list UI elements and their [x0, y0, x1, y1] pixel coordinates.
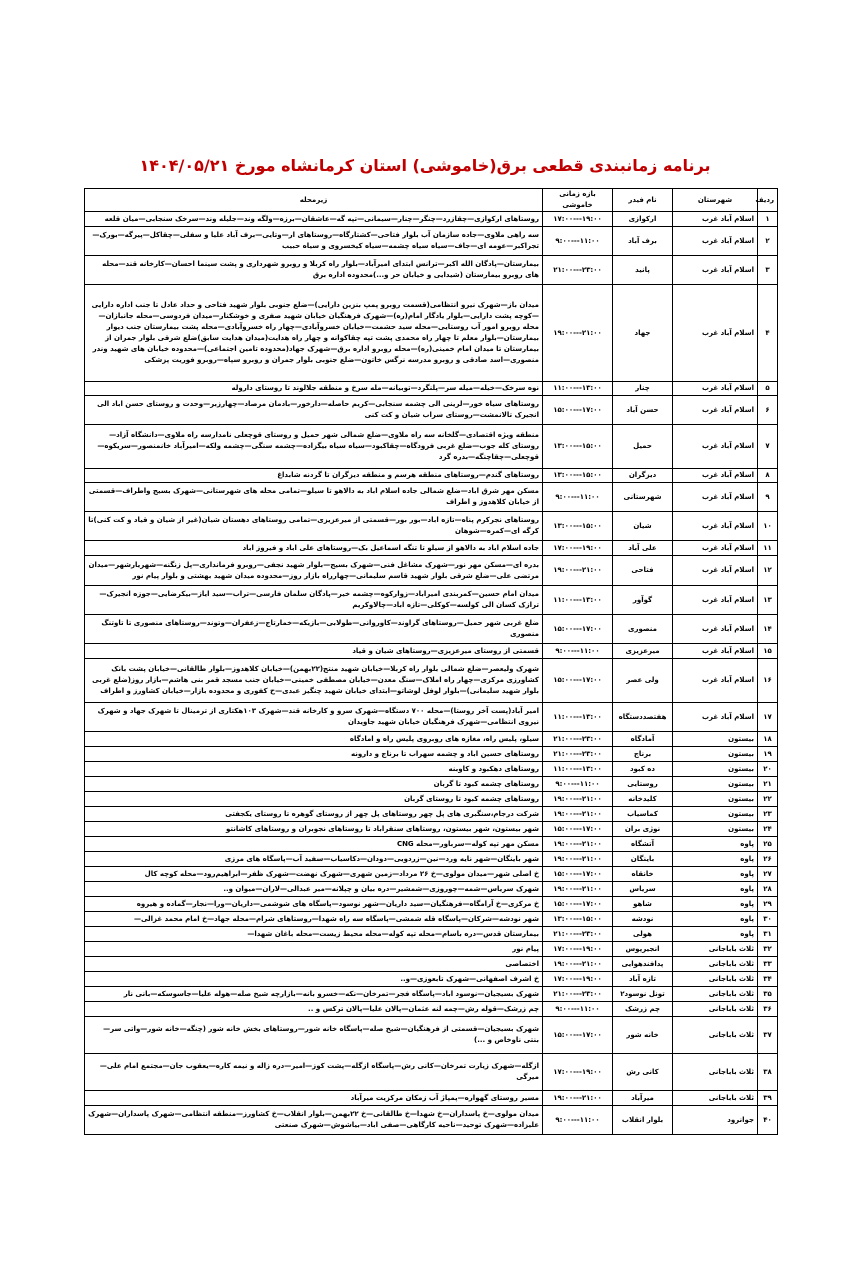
table-row [85, 256, 778, 285]
time-range-cell: ۲۱:۰۰---۲۳:۰۰ [543, 987, 613, 1002]
feeder-cell: حسن آباد [613, 396, 673, 425]
area-cell: سیلو، پلیس راه، مغازه های روبروی پلیس راه و امادگاه [85, 732, 543, 747]
time-range-cell: ۱۹:۰۰---۲۱:۰۰ [543, 285, 613, 382]
city-cell: اسلام آباد غرب [673, 212, 758, 227]
city-cell: اسلام آباد غرب [673, 659, 758, 703]
time-range-cell: ۱۵:۰۰---۱۷:۰۰ [543, 822, 613, 837]
table-row [85, 807, 778, 822]
feeder-cell: میرعزیزی [613, 644, 673, 659]
area-cell: بدره ای—مسکن مهر نور—شهرک مشاغل فنی—شهرک بسیج—بلوار شهید نجفی—روبرو فرمانداری—پل زنگنه—شهریارشهر—میدان مرتضی علی—ضلع شرقی بلوار شهید قاسم سلیمانی—چهارراه بازار روز—محدوده میدان شهید بهشتی و بلوار پیام نور [85, 556, 543, 586]
time-range-cell: ۱۳:۰۰---۱۵:۰۰ [543, 469, 613, 483]
time-range-cell: ۲۱:۰۰---۲۳:۰۰ [543, 256, 613, 285]
area-cell: شهرک ولیعصر—ضلع شمالی بلوار راه کربلا—خیابان شهید منتج(۲۲بهمن)—خیابان کلاهدوز—بلوار طالقانی—خیابان پشت بانک کشاورزی مرکزی—چهار راه املاک—سنگ معدن—خیابان مصطفی خمینی—خیابان جنب مسجد قمر بنی هاشم—بازار روز(ضلع غربی بلوار شهید سلیمانی)—بلوار لوفل لوشاتو—ابتدای خیابان شهید چنگیز عبدی—ح کفوری و محدوده بازار—خیابان کشاورز و اطراف [85, 659, 543, 703]
city-cell: ثلاث باباجانی [673, 1091, 758, 1106]
area-cell: میدان امام حسین—کمربندی امیراباد—زوارکوه—چشمه خیر—پادگان سلمان فارسی—تراب—سید ایاز—بیکرضایی—جوزه انجیرک—ترازک کسان الی کولسه—کوکلی—تازه اباد—چالاوکریم [85, 586, 543, 615]
table-row [85, 1017, 778, 1054]
area-cell: چم زرشک—قوله رش—چمه لنه عثمان—پالان علیا—پالان ترکس و .. [85, 1002, 543, 1017]
city-cell: جوانرود [673, 1106, 758, 1135]
time-range-cell: ۹:۰۰---۱۱:۰۰ [543, 1002, 613, 1017]
row-number: ۷ [758, 425, 778, 469]
area-cell: سه راهی ملاوی—جاده سازمان آب بلوار فتاحی—کشتارگاه—روستاهای ار—وتایی—برف آباد علیا و سفلی—چقاکل—پیرگه—بورک—تجراکبر—عومه ای—جاف—سیاه سیاه چشمه—سیاه کیخسروی و سیاه حبیب [85, 227, 543, 256]
table-row [85, 556, 778, 586]
city-cell: ثلاث باباجانی [673, 1054, 758, 1091]
time-range-cell: ۱۵:۰۰---۱۷:۰۰ [543, 897, 613, 912]
time-range-cell: ۹:۰۰---۱۱:۰۰ [543, 483, 613, 512]
city-cell: ثلاث باباجانی [673, 1002, 758, 1017]
table-row [85, 972, 778, 987]
table-row [85, 942, 778, 957]
area-cell: خ اشرف اصفهانی—شهرک تابعوزی—و.. [85, 972, 543, 987]
table-row [85, 762, 778, 777]
feeder-cell: شاهو [613, 897, 673, 912]
time-range-cell: ۱۳:۰۰---۱۵:۰۰ [543, 912, 613, 927]
row-number: ۱۹ [758, 747, 778, 762]
row-number: ۸ [758, 469, 778, 483]
row-number: ۱ [758, 212, 778, 227]
row-number: ۳۵ [758, 987, 778, 1002]
row-number: ۱۰ [758, 512, 778, 541]
table-row [85, 469, 778, 483]
row-number: ۱۳ [758, 586, 778, 615]
table-header-row [85, 189, 778, 212]
time-range-cell: ۹:۰۰---۱۱:۰۰ [543, 1106, 613, 1135]
city-cell: اسلام آباد غرب [673, 285, 758, 382]
area-cell: روستاهای ارکوازی—چقازرد—چنگر—چنار—سیمانی—تپه گه—عاشقان—برزه—ولگه وند—جلیله وند—سرخک سنجابی—میان قلعه [85, 212, 543, 227]
time-range-cell: ۱۹:۰۰---۲۱:۰۰ [543, 852, 613, 867]
row-number: ۱۵ [758, 644, 778, 659]
feeder-cell: انجیرپوس [613, 942, 673, 957]
feeder-cell: علی آباد [613, 541, 673, 556]
feeder-cell: میرآباد [613, 1091, 673, 1106]
city-cell: بیستون [673, 822, 758, 837]
city-cell: اسلام آباد غرب [673, 703, 758, 732]
time-range-cell: ۱۹:۰۰---۲۱:۰۰ [543, 556, 613, 586]
table-row [85, 425, 778, 469]
row-number: ۳۹ [758, 1091, 778, 1106]
table-row [85, 837, 778, 852]
city-cell: اسلام آباد غرب [673, 512, 758, 541]
row-number: ۹ [758, 483, 778, 512]
area-cell: اختصاصی [85, 957, 543, 972]
time-range-cell: ۱۱:۰۰---۱۳:۰۰ [543, 703, 613, 732]
area-cell: شهرک بسیجیان—قسمتی از فرهنگیان—شیخ صله—پاسگاه خانه شور—روستاهای بخش خانه شور (چنگه—خانه شور—واتی سر—بنتی ناوخاص و ...) [85, 1017, 543, 1054]
area-cell: روستاهای چشمه کبود تا گربان [85, 777, 543, 792]
feeder-cell: پدافندهوایی [613, 957, 673, 972]
city-cell: پاوه [673, 852, 758, 867]
header-area: زیرمحله [85, 189, 543, 212]
table-row [85, 1091, 778, 1106]
table-row [85, 927, 778, 942]
feeder-cell: کماسیاب [613, 807, 673, 822]
table-row [85, 483, 778, 512]
feeder-cell: گوآور [613, 586, 673, 615]
feeder-cell: شیان [613, 512, 673, 541]
feeder-cell: چنار [613, 382, 673, 396]
row-number: ۲۳ [758, 807, 778, 822]
time-range-cell: ۲۱:۰۰---۲۳:۰۰ [543, 732, 613, 747]
row-number: ۳ [758, 256, 778, 285]
area-cell: قسمتی از روستای میرعزیزی—روستاهای شیان و قیاد [85, 644, 543, 659]
feeder-cell: برناج [613, 747, 673, 762]
row-number: ۱۸ [758, 732, 778, 747]
feeder-cell: باینگان [613, 852, 673, 867]
row-number: ۳۷ [758, 1017, 778, 1054]
area-cell: نوه سرخک—خیله—میله سر—پلنگرد—توبیانه—مله سرخ و منطقه جلالوند تا روستای داروله [85, 382, 543, 396]
time-range-cell: ۹:۰۰---۱۱:۰۰ [543, 644, 613, 659]
city-cell: ثلاث باباجانی [673, 1017, 758, 1054]
area-cell: خ اصلی شهر—میدان مولوی—خ ۲۶ مرداد—زمین شهری—شهرک نهضت—شهرک ظفر—ابراهیم‌رود—محله کوچه کال [85, 867, 543, 882]
area-cell: روستاهای نجرکرم پناه—تازه اباد—بور بور—قسمتی از میرعزیزی—تمامی روستاهای دهستان شیان(غیر از شیان و قیاد و کت کنی)تا کرگه ای—کمره—شوهان [85, 512, 543, 541]
time-range-cell: ۱۵:۰۰---۱۷:۰۰ [543, 1017, 613, 1054]
row-number: ۲۴ [758, 822, 778, 837]
row-number: ۲۸ [758, 882, 778, 897]
row-number: ۱۲ [758, 556, 778, 586]
area-cell: میدان مولوی—خ پاسداران—خ شهدا—خ طالقانی—خ ۲۲بهمن—بلوار انقلاب—خ کشاورز—منطقه انتظامی—شهرک پاسداران—شهرک علیزاده—شهرک توحید—ناحیه کارگاهی—صفی اباد—بیاشوش—شهرک صنعتی [85, 1106, 543, 1135]
area-cell: میدان باز—شهرک نیرو انتظامی(قسمت روبرو پمپ بنزین دارایی)—ضلع جنوبی بلوار شهید فتاحی و حداد عادل تا جنب اداره دارایی—کوچه پشت دارایی—بلوار یادگار امام(ره)—شهرک فرهنگیان خیابان شهید صفری و خوشکنار—میدان فردوسی—محله جانبازان—محله روبرو امور آب روستایی—محله سید حشمت—خیابان خسروآبادی—چهار راه خسروآبادی—محله پشت بیمارستان جنب دیوار بیمارستان—بلوار معلم تا چهار راه محمدی پشت تپه چقاکوانه و چهار راه هدایت(میدان هدایت سابق)ضلع شرقی بلوار جمران از بیمارستان تا میدان امام خمینی(ره)—محله روبرو اداره برق—شهرک جهاد(محدوده تامین اجتماعی)—محدوده خیابان های شهید وندر منصوری—اسد صادقی و روبرو مدرسه نرگس خاتون—ضلع جنوبی بلوار جمران و روبرو سپاه—روبرو فوریت پزشکی [85, 285, 543, 382]
row-number: ۱۱ [758, 541, 778, 556]
row-number: ۲۷ [758, 867, 778, 882]
area-cell: روستاهای چشمه کبود تا روستای گربان [85, 792, 543, 807]
time-range-cell: ۱۷:۰۰---۱۹:۰۰ [543, 541, 613, 556]
area-cell: بیمارستان قدس—دره باسام—محله تپه کوله—محله محیط زیست—محله باغان شهدا— [85, 927, 543, 942]
time-range-cell: ۱۷:۰۰---۱۹:۰۰ [543, 972, 613, 987]
feeder-cell: دیزگران [613, 469, 673, 483]
area-cell: مسیر روستای گهواره—پمپاژ آب زمکان مرکزیت میرآباد [85, 1091, 543, 1106]
table-row [85, 1106, 778, 1135]
table-row [85, 747, 778, 762]
city-cell: بیستون [673, 807, 758, 822]
time-range-cell: ۲۱:۰۰---۲۳:۰۰ [543, 747, 613, 762]
city-cell: ثلاث باباجانی [673, 987, 758, 1002]
table-body [85, 212, 778, 1135]
city-cell: ثلاث باباجانی [673, 942, 758, 957]
city-cell: پاوه [673, 882, 758, 897]
row-number: ۳۴ [758, 972, 778, 987]
feeder-cell: ارکوازی [613, 212, 673, 227]
row-number: ۳۱ [758, 927, 778, 942]
area-cell: منطقه ویژه اقتصادی—گلخانه سه راه ملاوی—ضلع شمالی شهر حمیل و روستای قوچعلی نامدارسه راه ملاوی—دانشگاه آزاد—روستای کله جوب—ضلع غربی فرودگاه—چقاکبود—سیاه سیاه بیگزاده—چشمه سنگی—چشمه ولکه—امیرآباد خانمنصور—سریکوه—قوچعلی—چقاچنگه—بدره گرد [85, 425, 543, 469]
table-row [85, 512, 778, 541]
time-range-cell: ۱۹:۰۰---۲۱:۰۰ [543, 837, 613, 852]
row-number: ۲۶ [758, 852, 778, 867]
feeder-cell: خانه شور [613, 1017, 673, 1054]
city-cell: اسلام آباد غرب [673, 425, 758, 469]
feeder-cell: نوژی بران [613, 822, 673, 837]
feeder-cell: برف آباد [613, 227, 673, 256]
area-cell: ازگله—شهرک زیارت تمرخان—کانی رش—پاسگاه ازگله—پشت کوز—امیر—دره زاله و نیمه کاره—یعقوب جان—مجتمع امام علی—میرگی [85, 1054, 543, 1091]
time-range-cell: ۱۳:۰۰---۱۵:۰۰ [543, 512, 613, 541]
area-cell: شرکت درجام،سنگبری های پل چهر روستاهای پل چهر از روستای گوهره تا روستای یکجفتی [85, 807, 543, 822]
area-cell: امیر آباد(پست آخر روستا)—محله ۷۰۰ دستگاه—شهرک سرو و کارخانه قند—شهرک ۱۰۳هکتاری از ترمینال تا شهرک جهاد و شهرک نیروی انتظامی—شهرک فرهنگیان خیابان شهید جاویدان [85, 703, 543, 732]
feeder-cell: حمیل [613, 425, 673, 469]
area-cell: پیام نور [85, 942, 543, 957]
city-cell: پاوه [673, 837, 758, 852]
city-cell: اسلام آباد غرب [673, 256, 758, 285]
city-cell: اسلام آباد غرب [673, 586, 758, 615]
area-cell: مسکن مهر تپه کوله—سرباور—محله CNG [85, 837, 543, 852]
row-number: ۴ [758, 285, 778, 382]
header-city: شهرستان [673, 189, 758, 212]
header-time: بازه زمانی خاموشی [543, 189, 613, 212]
outage-schedule-table [84, 188, 778, 1135]
table-row [85, 777, 778, 792]
table-row [85, 957, 778, 972]
area-cell: بیمارستان—پادگان الله اکبر—ترانس ابتدای امیرآباد—بلوار راه کربلا و روبرو شهرداری و پشت سینما احسان—کارخانه قند—محله های روبرو بیمارستان (شیدایی و خیابان حر و...)محدوده اداره برق [85, 256, 543, 285]
time-range-cell: ۱۷:۰۰---۱۹:۰۰ [543, 1054, 613, 1091]
feeder-cell: منصوری [613, 615, 673, 644]
area-cell: شهرک سریاس—شمه—چوروزی—شمشیر—دره بیان و چپلانه—میر عبدالی—لاران—میوان و.. [85, 882, 543, 897]
city-cell: پاوه [673, 897, 758, 912]
row-number: ۱۶ [758, 659, 778, 703]
table-row [85, 1002, 778, 1017]
time-range-cell: ۱۹:۰۰---۲۱:۰۰ [543, 882, 613, 897]
time-range-cell: ۹:۰۰---۱۱:۰۰ [543, 777, 613, 792]
feeder-cell: ولی عصر [613, 659, 673, 703]
area-cell: روستاهای دهکبود و کاوبنه [85, 762, 543, 777]
area-cell: شهر باینگان—شهر نایه ورد—نین—زردویی—دودان—دکاسیاب—سفید آب—پاسگاه های مرزی [85, 852, 543, 867]
feeder-cell: تونل نوسود۲ [613, 987, 673, 1002]
row-number: ۵ [758, 382, 778, 396]
time-range-cell: ۱۵:۰۰---۱۷:۰۰ [543, 659, 613, 703]
header-feeder: نام فیدر [613, 189, 673, 212]
row-number: ۴۰ [758, 1106, 778, 1135]
area-cell: شهر نودشه—شرکان—پاسگاه قله شمشی—پاسگاه سه راه شهدا—روستاهای شرام—محله جهاد—خ امام محمد غزالی— [85, 912, 543, 927]
feeder-cell: ده کبود [613, 762, 673, 777]
city-cell: بیستون [673, 747, 758, 762]
row-number: ۳۶ [758, 1002, 778, 1017]
feeder-cell: آمادگاه [613, 732, 673, 747]
area-cell: روستاهای سیاه خور—لرینی الی چشمه سنجابی—کریم حاصله—دارخور—بادمان مرصاد—چهارزبر—وحدت و روستای حسن اباد الی انجیرک تالانمشت—روستای سراب شیان و کت کنی [85, 396, 543, 425]
row-number: ۳۲ [758, 942, 778, 957]
feeder-cell: آتشگاه [613, 837, 673, 852]
time-range-cell: ۱۳:۰۰---۱۵:۰۰ [543, 425, 613, 469]
feeder-cell: بلوار انقلاب [613, 1106, 673, 1135]
row-number: ۲۲ [758, 792, 778, 807]
area-cell: مسکن مهر شرق اباد—ضلع شمالی جاده اسلام اباد به دالاهو تا سیلو—تمامی محله های شهرستانی—شهرک بسیج واطراف—قسمتی از خیابان کلاهدوز و اطراف [85, 483, 543, 512]
table-row [85, 897, 778, 912]
header-row-number: ردیف [758, 189, 778, 212]
city-cell: ثلاث باباجانی [673, 972, 758, 987]
row-number: ۲۱ [758, 777, 778, 792]
time-range-cell: ۱۹:۰۰---۲۱:۰۰ [543, 1091, 613, 1106]
city-cell: پاوه [673, 927, 758, 942]
city-cell: بیستون [673, 732, 758, 747]
time-range-cell: ۱۱:۰۰---۱۳:۰۰ [543, 586, 613, 615]
table-row [85, 541, 778, 556]
feeder-cell: کلیدخانه [613, 792, 673, 807]
area-cell: شهر بیستون، شهر بیستون، روستاهای سنقراباد تا روستاهای نجوبران و روستاهای کاشانتو [85, 822, 543, 837]
row-number: ۳۸ [758, 1054, 778, 1091]
table-row [85, 703, 778, 732]
table-row [85, 615, 778, 644]
area-cell: خ مرکزی—خ آرامگاه—فرهنگیان—سید داریان—شهر نوسود—پاسگاه های شوشمی—داریان—ورا—نجار—گماده و هیروه [85, 897, 543, 912]
feeder-cell: هولی [613, 927, 673, 942]
row-number: ۳۳ [758, 957, 778, 972]
feeder-cell: نودشه [613, 912, 673, 927]
area-cell: روستاهای حسین اباد و چشمه سهراب تا برناج و دارونه [85, 747, 543, 762]
city-cell: اسلام آباد غرب [673, 541, 758, 556]
area-cell: ضلع غربی شهر حمیل—روستاهای گراوند—کاوروانی—طولابی—بازیکه—خمارتاج—زعفران—وتوند—روستاهای منصوری تا تاوتنگ منصوری [85, 615, 543, 644]
table-row [85, 586, 778, 615]
row-number: ۲۰ [758, 762, 778, 777]
city-cell: پاوه [673, 867, 758, 882]
city-cell: بیستون [673, 777, 758, 792]
time-range-cell: ۱۹:۰۰---۲۱:۰۰ [543, 807, 613, 822]
city-cell: اسلام آباد غرب [673, 382, 758, 396]
time-range-cell: ۱۵:۰۰---۱۷:۰۰ [543, 615, 613, 644]
time-range-cell: ۱۷:۰۰---۱۹:۰۰ [543, 942, 613, 957]
table-row [85, 732, 778, 747]
area-cell: روستاهای گندم—روستاهای منطقه هرسم و منطقه دیزگران تا گردنه شابداغ [85, 469, 543, 483]
row-number: ۱۷ [758, 703, 778, 732]
feeder-cell: کانی رش [613, 1054, 673, 1091]
feeder-cell: روستایی [613, 777, 673, 792]
row-number: ۲۵ [758, 837, 778, 852]
table-row [85, 912, 778, 927]
page-title: برنامه زمانبندی قطعی برق(خاموشی) استان کرمانشاه مورخ ۱۴۰۴/۰۵/۲۱ [139, 156, 711, 175]
time-range-cell: ۱۵:۰۰---۱۷:۰۰ [543, 396, 613, 425]
table-row [85, 285, 778, 382]
city-cell: اسلام آباد غرب [673, 483, 758, 512]
row-number: ۳۰ [758, 912, 778, 927]
city-cell: اسلام آباد غرب [673, 396, 758, 425]
time-range-cell: ۲۱:۰۰---۲۳:۰۰ [543, 927, 613, 942]
row-number: ۲۹ [758, 897, 778, 912]
feeder-cell: فتاحی [613, 556, 673, 586]
feeder-cell: سریاس [613, 882, 673, 897]
feeder-cell: هفتصددستگاه [613, 703, 673, 732]
city-cell: اسلام آباد غرب [673, 615, 758, 644]
table-row [85, 1054, 778, 1091]
city-cell: پاوه [673, 912, 758, 927]
area-cell: شهرک بسیجیان—نوسود اباد—پاسگاه فجر—تمرخان—نکه—خسرو بانه—بازارچه شیخ صله—هوله علیا—جاسوسکه—بانی نار [85, 987, 543, 1002]
table-row [85, 792, 778, 807]
table-row [85, 867, 778, 882]
table-row [85, 852, 778, 867]
time-range-cell: ۱۱:۰۰---۱۳:۰۰ [543, 762, 613, 777]
table-row [85, 822, 778, 837]
feeder-cell: خانقاه [613, 867, 673, 882]
time-range-cell: ۱۱:۰۰---۱۳:۰۰ [543, 382, 613, 396]
table-row [85, 644, 778, 659]
city-cell: اسلام آباد غرب [673, 644, 758, 659]
time-range-cell: ۱۹:۰۰---۲۱:۰۰ [543, 792, 613, 807]
row-number: ۶ [758, 396, 778, 425]
time-range-cell: ۱۷:۰۰---۱۹:۰۰ [543, 212, 613, 227]
feeder-cell: شهرستانی [613, 483, 673, 512]
city-cell: بیستون [673, 792, 758, 807]
table-row [85, 212, 778, 227]
row-number: ۲ [758, 227, 778, 256]
table-row [85, 659, 778, 703]
table-row [85, 987, 778, 1002]
time-range-cell: ۹:۰۰---۱۱:۰۰ [543, 227, 613, 256]
table-row [85, 382, 778, 396]
feeder-cell: چم زرشک [613, 1002, 673, 1017]
city-cell: اسلام آباد غرب [673, 469, 758, 483]
feeder-cell: تازه آباد [613, 972, 673, 987]
table-row [85, 227, 778, 256]
area-cell: جاده اسلام اباد به دالاهو از سیلو تا تنگه اسماعیل بک—روستاهای علی اباد و فیروز اباد [85, 541, 543, 556]
city-cell: بیستون [673, 762, 758, 777]
time-range-cell: ۱۹:۰۰---۲۱:۰۰ [543, 957, 613, 972]
feeder-cell: پانید [613, 256, 673, 285]
city-cell: اسلام آباد غرب [673, 556, 758, 586]
table-row [85, 396, 778, 425]
city-cell: ثلاث باباجانی [673, 957, 758, 972]
feeder-cell: جهاد [613, 285, 673, 382]
row-number: ۱۴ [758, 615, 778, 644]
time-range-cell: ۱۵:۰۰---۱۷:۰۰ [543, 867, 613, 882]
city-cell: اسلام آباد غرب [673, 227, 758, 256]
table-row [85, 882, 778, 897]
